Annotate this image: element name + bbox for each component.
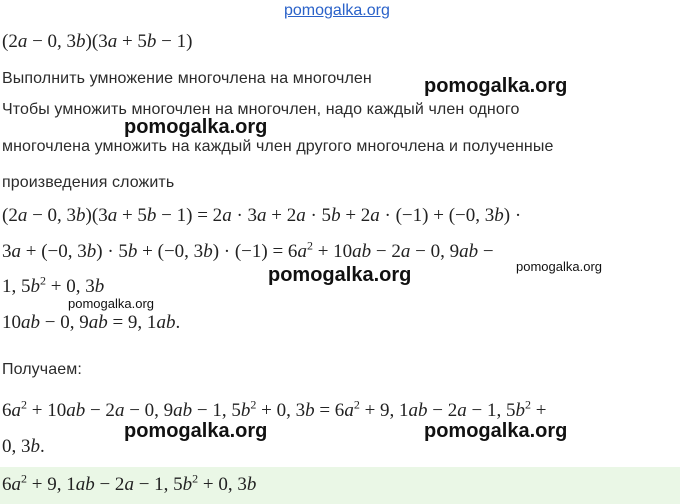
solution-line-2: 3a + (−0, 3b) · 5b + (−0, $3b) \cdot (-1) = 6a^2 + 10ab - 2a - 0$, 9ab − xyxy=(2,238,494,262)
result-label: Получаем: xyxy=(2,361,82,378)
final-answer: $6a^2 + 9$, 1ab − 2a − 1, $5b^2 + 0$, 3b xyxy=(2,471,257,495)
watermark: pomogalka.org xyxy=(124,420,268,442)
watermark: pomogalka.org xyxy=(424,75,568,97)
watermark: pomogalka.org xyxy=(268,264,412,286)
solution-line-3: 1, $5b^2 + 0$, 3b xyxy=(2,273,105,297)
task-expression: (2a − 0, 3b)(3a + 5b − 1) xyxy=(2,31,193,52)
task-heading: Выполнить умножение многочлена на многочлен xyxy=(2,70,372,87)
watermark: pomogalka.org xyxy=(68,296,154,311)
result-line-2: 0, 3b. xyxy=(2,436,45,457)
rule-line-1: Чтобы умножить многочлен на многочлен, надо каждый член одного xyxy=(2,101,520,118)
site-link[interactable]: pomogalka.org xyxy=(284,2,390,19)
rule-line-2: многочлена умножить на каждый член другого многочлена и полученные xyxy=(2,138,554,155)
watermark: pomogalka.org xyxy=(424,420,568,442)
watermark: pomogalka.org xyxy=(124,116,268,138)
rule-line-3: произведения сложить xyxy=(2,174,175,191)
watermark: pomogalka.org xyxy=(516,259,602,274)
solution-line-4: 10ab − 0, 9ab = 9, 1ab. xyxy=(2,312,181,333)
solution-line-1: (2a − 0, 3b)(3a + 5b − 1) = 2a · 3a + 2a · 5b + 2a · (−1) + (−0, 3b) · xyxy=(2,205,522,226)
result-line-1: $6a^2 + 10ab - 2a - 0$, 9ab − 1, $5b^2 + 0$, $3b = 6a^2 + 9$, 1ab − 2a − 1, $5b^2$ + xyxy=(2,397,547,421)
